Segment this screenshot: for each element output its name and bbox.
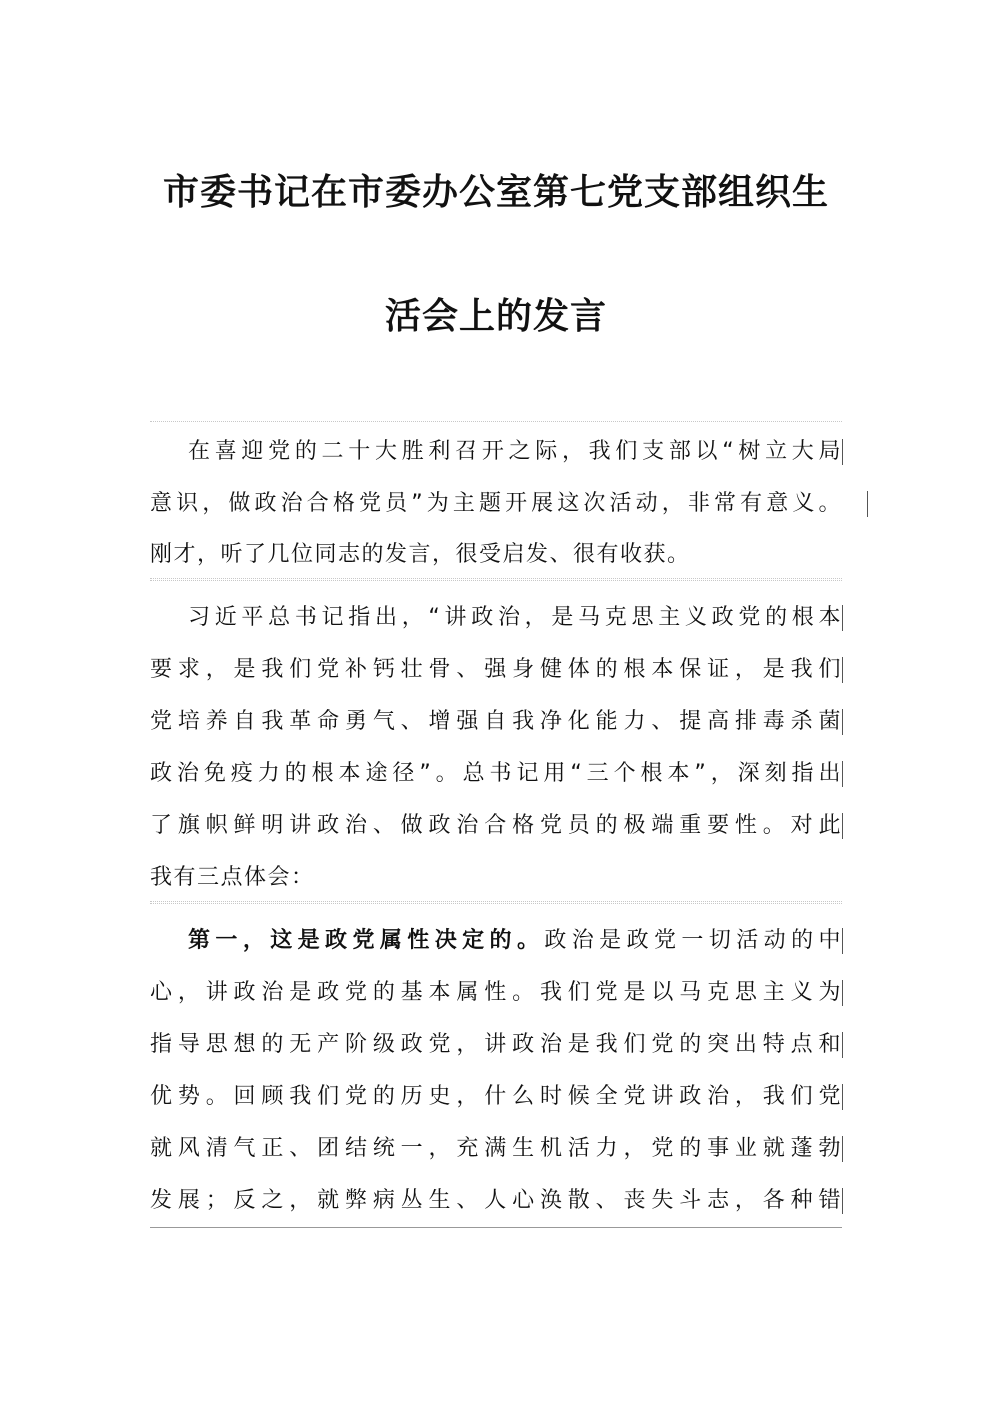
text-boundary-mark (842, 1084, 843, 1110)
paragraph-line-text: 发展；反之，就弊病丛生、人心涣散、丧失斗志，各种错 (150, 1188, 842, 1213)
text-boundary-mark (842, 657, 843, 683)
document-title-line-1: 市委书记在市委办公室第七党支部组织生 (162, 172, 829, 213)
paragraph-line (150, 702, 842, 742)
text-boundary-mark (842, 1032, 843, 1058)
text-boundary-mark (842, 709, 843, 735)
text-boundary-mark (842, 1136, 843, 1162)
paragraph-line-text: 意识，做政治合格党员”为主题开展这次活动，非常有意义。 (150, 491, 842, 516)
text-boundary-mark (842, 980, 843, 1006)
paragraph-line (150, 1025, 842, 1065)
paragraph-line-text: 在喜迎党的二十大胜利召开之际，我们支部以“树立大局 (188, 439, 842, 464)
paragraph-line (150, 973, 842, 1013)
paragraph-line-text: 优势。回顾我们党的历史，什么时候全党讲政治，我们党 (150, 1084, 842, 1109)
text-boundary-mark (842, 928, 843, 954)
paragraph-2 (150, 580, 842, 902)
paragraph-3 (150, 903, 842, 1228)
paragraph-line (188, 921, 842, 961)
text-boundary-mark (842, 439, 843, 465)
point-heading: 第一，这是政党属性决定的。 (188, 928, 545, 953)
paragraph-line-text: 政治是政党一切活动的中 (544, 928, 842, 953)
paragraph-line (150, 806, 842, 846)
paragraph-line (150, 754, 842, 794)
paragraph-line (150, 1181, 842, 1221)
text-boundary-mark (842, 605, 843, 631)
paragraph-line-text: 习近平总书记指出，“讲政治，是马克思主义政党的根本 (188, 605, 842, 630)
paragraph-1 (150, 421, 842, 579)
paragraph-line-text: 指导思想的无产阶级政党，讲政治是我们党的突出特点和 (150, 1032, 842, 1057)
paragraph-line-text: 了旗帜鲜明讲政治、做政治合格党员的极端重要性。对此 (150, 813, 842, 838)
paragraph-line (150, 858, 842, 898)
paragraph-line (188, 598, 842, 638)
text-boundary-mark (867, 491, 868, 517)
paragraph-line (150, 484, 842, 524)
paragraph-line-text: 党培养自我革命勇气、增强自我净化能力、提高排毒杀菌 (150, 709, 842, 734)
paragraph-line-text: 要求，是我们党补钙壮骨、强身健体的根本保证，是我们 (150, 657, 842, 682)
paragraph-line-text: 我有三点体会： (150, 865, 315, 890)
paragraph-line-text: 心，讲政治是政党的基本属性。我们党是以马克思主义为 (150, 980, 842, 1005)
document-title-line-2: 活会上的发言 (384, 296, 607, 337)
paragraph-line-text: 政治免疫力的根本途径”。总书记用“三个根本”，深刻指出 (150, 761, 842, 786)
paragraph-line (150, 1129, 842, 1169)
text-boundary-mark (842, 813, 843, 839)
paragraph-line (150, 1077, 842, 1117)
text-boundary-mark (842, 1188, 843, 1214)
paragraph-line (188, 432, 842, 472)
paragraph-line-text: 就风清气正、团结统一，充满生机活力，党的事业就蓬勃 (150, 1136, 842, 1161)
paragraph-line-text: 刚才，听了几位同志的发言，很受启发、很有收获。 (150, 542, 691, 567)
text-boundary-mark (842, 761, 843, 787)
paragraph-line (150, 535, 842, 575)
paragraph-line (150, 650, 842, 690)
